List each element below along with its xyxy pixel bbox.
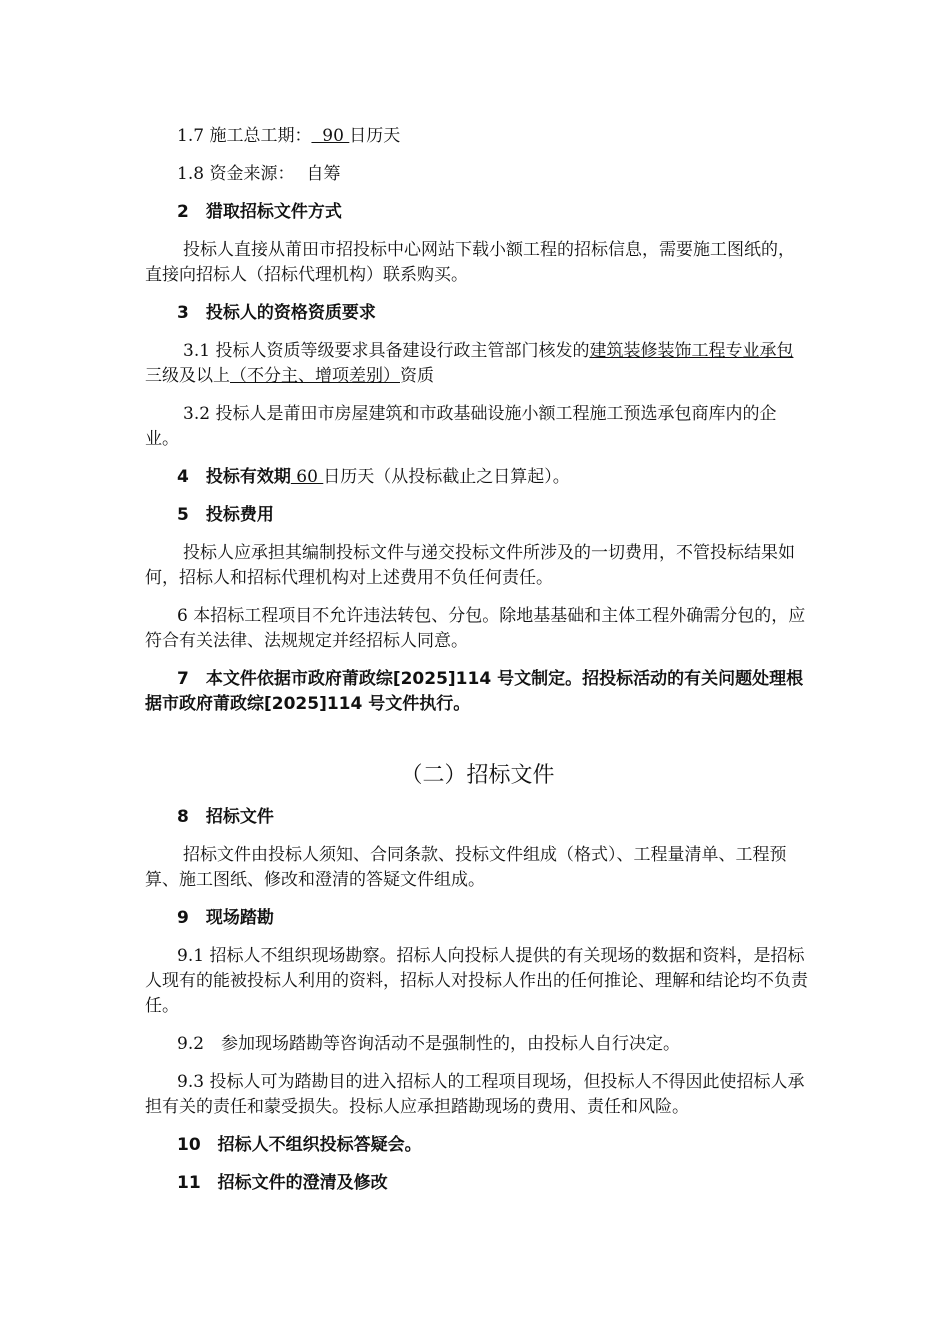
heading-11: 11 招标文件的澄清及修改 [177,1173,388,1193]
clause-1-7-value: 90 [311,126,350,146]
heading-9: 9 现场踏勘 [177,908,274,928]
clause-3-1-level: 三级及以上 [145,366,230,386]
clause-1-8-label: 1.8 资金来源： [177,164,295,184]
heading-3: 3 投标人的资格资质要求 [177,303,376,323]
clause-4-value: 60 [290,467,324,487]
heading-8: 8 招标文件 [177,807,274,827]
clause-1-7-label: 1.7 施工总工期： [177,126,312,146]
clause-6: 6 本招标工程项目不允许违法转包、分包。除地基基础和主体工程外确需分包的，应符合有关法律、法规规定并经招标人同意。 [145,606,806,651]
clause-1-8 [145,162,810,187]
clause-9-1: 9.1 招标人不组织现场勘察。招标人向投标人提供的有关现场的数据和资料，是招标人现有的能被投标人利用的资料，招标人对投标人作出的任何推论、理解和结论均不负责任。 [145,946,808,1016]
clause-8-text: 招标文件由投标人须知、合同条款、投标文件组成（格式）、工程量清单、工程预算、施工图纸、修改和澄清的答疑文件组成。 [145,845,787,890]
clause-3-1-note: （不分主、增项差别） [230,366,400,386]
clause-1-8-value: 自筹 [306,164,341,184]
clause-5-text: 投标人应承担其编制投标文件与递交投标文件所涉及的一切费用，不管投标结果如何，招标人和招标代理机构对上述费用不负任何责任。 [145,543,795,588]
heading-2: 2 猎取招标文件方式 [177,202,342,222]
section-title: （二）招标文件 [400,763,555,788]
clause-7: 7 本文件依据市政府莆政综[2025]114 号文制定。招投标活动的有关问题处理根据市政府莆政综[2025]114 号文件执行。 [145,669,804,714]
clause-3-2: 3.2 投标人是莆田市房屋建筑和市政基础设施小额工程施工预选承包商库内的企业。 [145,404,777,449]
clause-3-1-qualification: 建筑装修装饰工程专业承包 [589,341,794,361]
clause-3-1-suffix: 资质 [400,366,434,386]
clause-4-suffix: 日历天（从投标截止之日算起）。 [323,467,570,487]
clause-4 [145,465,810,490]
clause-4-prefix: 4 投标有效期 [177,467,291,487]
clause-1-7 [145,124,810,149]
clause-9-3: 9.3 投标人可为踏勘目的进入招标人的工程项目现场，但投标人不得因此使招标人承担有关的责任和蒙受损失。投标人应承担踏勘现场的费用、责任和风险。 [145,1072,805,1117]
heading-10: 10 招标人不组织投标答疑会。 [177,1135,422,1155]
heading-5: 5 投标费用 [177,505,274,525]
clause-9-2: 9.2 参加现场踏勘等咨询活动不是强制性的，由投标人自行决定。 [177,1034,681,1054]
clause-3-1 [145,339,810,389]
clause-3-1-prefix: 3.1 投标人资质等级要求具备建设行政主管部门核发的 [183,341,590,361]
clause-1-7-suffix: 日历天 [349,126,401,146]
clause-2-text: 投标人直接从莆田市招投标中心网站下载小额工程的招标信息，需要施工图纸的，直接向招标人（招标代理机构）联系购买。 [145,240,795,285]
